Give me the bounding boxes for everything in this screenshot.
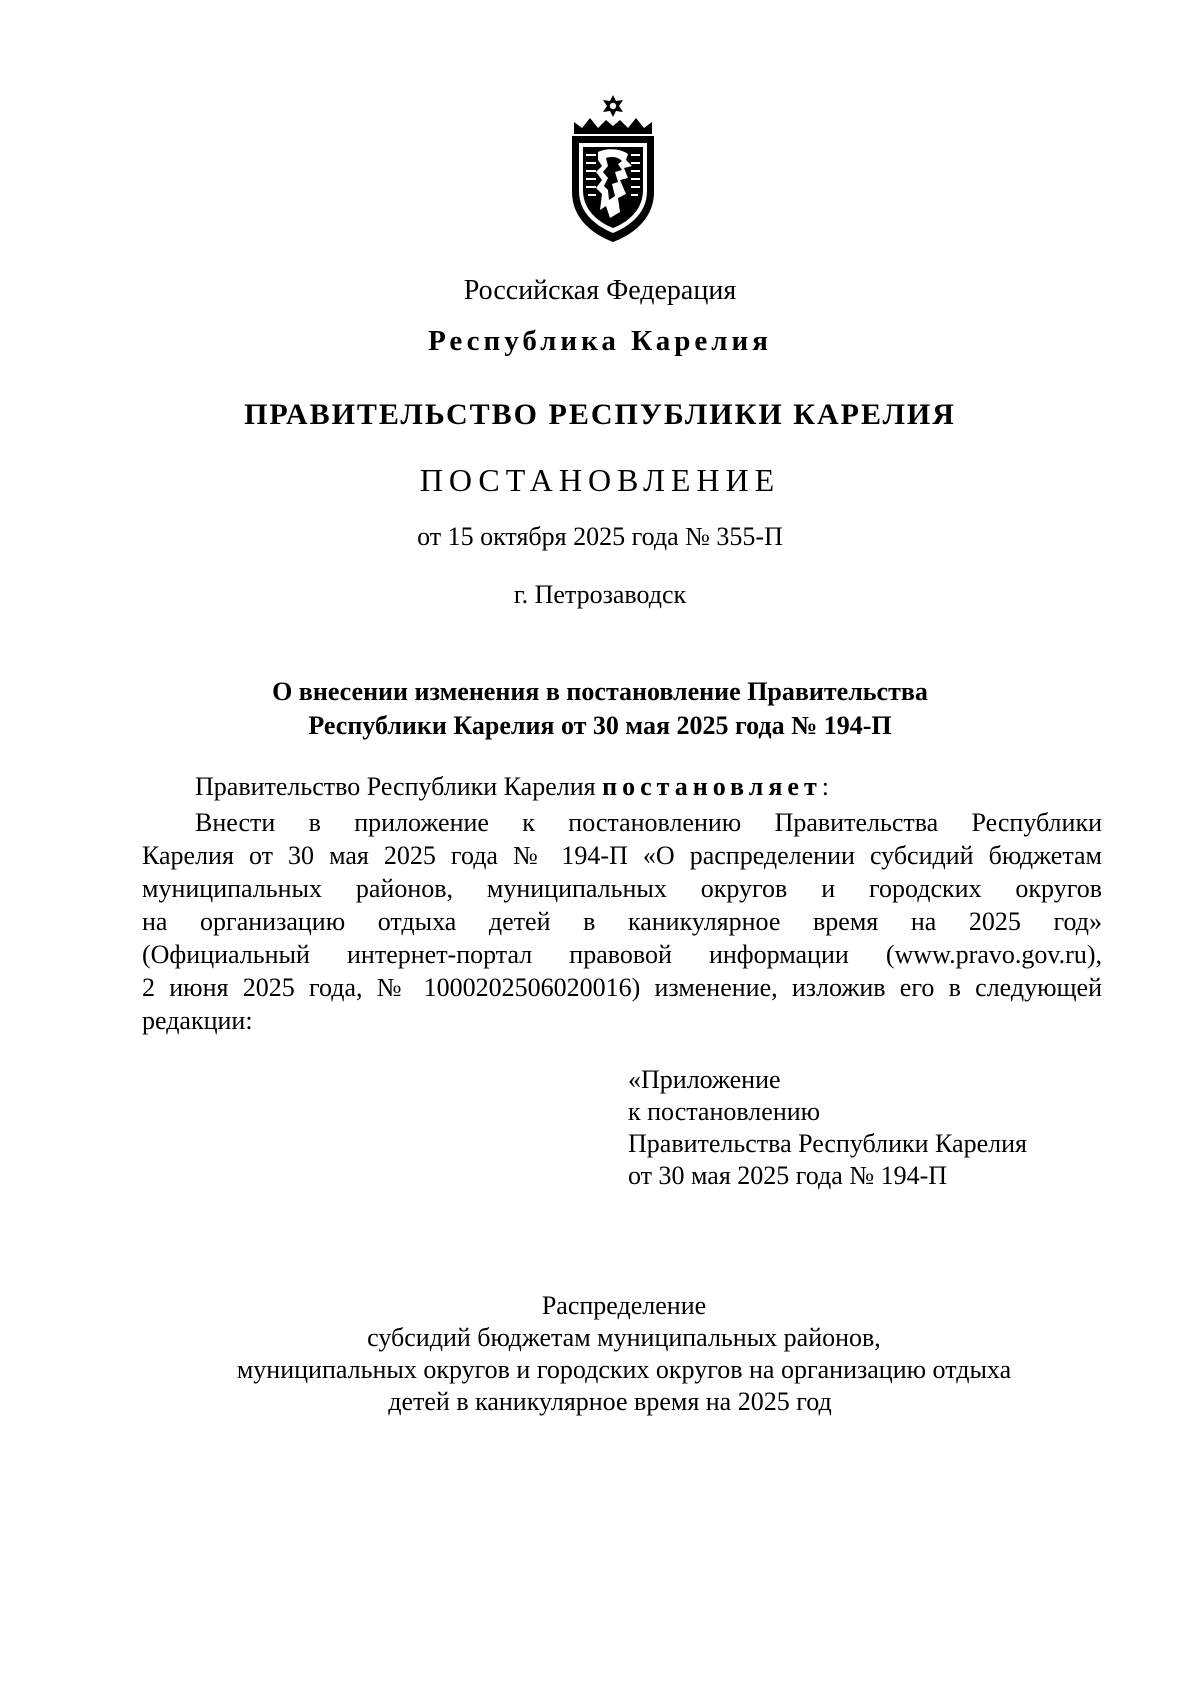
- body-line: редакции:: [142, 1006, 253, 1035]
- emblem-star: [603, 95, 623, 117]
- title-line: Республики Карелия от 30 мая 2025 года № 194-П: [308, 711, 892, 740]
- distribution-line: муниципальных округов и городских округов на организацию отдыха: [236, 1355, 1012, 1384]
- appendix-line: от 30 мая 2025 года № 194-П: [628, 1161, 948, 1190]
- document-title: [150, 675, 1050, 743]
- distribution-line: субсидий бюджетам муниципальных районов,: [367, 1323, 881, 1352]
- resolution-body: [142, 806, 1102, 1037]
- appendix-line: к постановлению: [628, 1097, 821, 1126]
- preamble: [195, 772, 829, 802]
- karelia-coat-of-arms-icon: [560, 94, 666, 244]
- preamble-subject: Правительство Республики Карелия: [195, 772, 603, 801]
- document-city: г. Петрозаводск: [513, 580, 687, 609]
- distribution-line: детей в каникулярное время на 2025 год: [388, 1387, 832, 1416]
- republic-name: Республика Карелия: [428, 325, 772, 357]
- body-line: Внести в приложение к постановлению Правительства Республики: [195, 808, 1102, 837]
- title-line: О внесении изменения в постановление Правительства: [272, 677, 928, 706]
- distribution-heading: [0, 1290, 1200, 1418]
- appendix-line: Правительства Республики Карелия: [628, 1129, 1027, 1158]
- document-type: ПОСТАНОВЛЕНИЕ: [419, 462, 781, 498]
- body-line: муниципальных районов, муниципальных округов и городских округов: [142, 874, 1102, 903]
- government-name: ПРАВИТЕЛЬСТВО РЕСПУБЛИКИ КАРЕЛИЯ: [244, 398, 956, 431]
- body-line: 2 июня 2025 года, № 1000202506020016) изменение, изложив его в следующей: [142, 973, 1102, 1002]
- body-line: на организацию отдыха детей в каникулярное время на 2025 год»: [142, 907, 1102, 936]
- appendix-reference: [628, 1064, 1027, 1192]
- appendix-line: «Приложение: [628, 1065, 781, 1094]
- body-line: (Официальный интернет-портал правовой информации (www.pravo.gov.ru),: [142, 940, 1102, 969]
- preamble-colon: :: [821, 772, 829, 801]
- distribution-line: Распределение: [541, 1291, 707, 1320]
- preamble-verb: постановляет: [602, 772, 822, 801]
- body-line: Карелия от 30 мая 2025 года № 194-П «О распределении субсидий бюджетам: [142, 841, 1102, 870]
- document-date-number: от 15 октября 2025 года № 355-П: [417, 522, 783, 551]
- country-name: Российская Федерация: [463, 275, 737, 306]
